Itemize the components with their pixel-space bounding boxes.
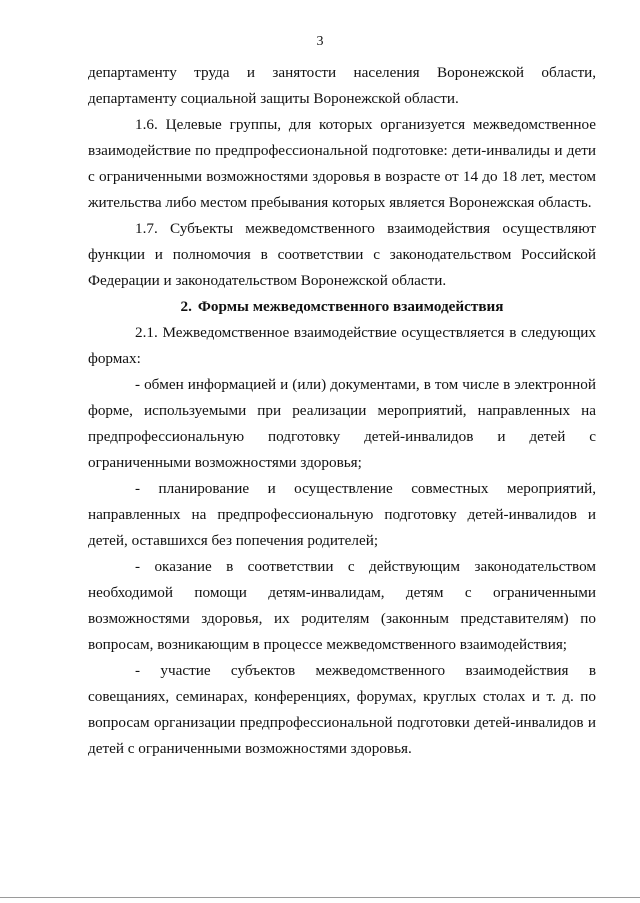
document-body bbox=[88, 60, 596, 762]
page-number: 3 bbox=[316, 34, 324, 49]
paragraph-1-6: 1.6. Целевые группы, для которых организуется межведомственное взаимодействие по предпрофессиональной подготовке: дети-инвалиды и дети с ограниченными возможностями здоровья в возрасте от 14 до 18 лет, местом жительства либо местом пребывания которых является Воронежская область. bbox=[88, 116, 596, 211]
section-heading-title: Формы межведомственного взаимодействия bbox=[197, 298, 504, 315]
section-heading-number: 2. bbox=[180, 298, 192, 315]
page-bottom-edge bbox=[0, 897, 640, 898]
paragraph-2-1: 2.1. Межведомственное взаимодействие осуществляется в следующих формах: bbox=[88, 324, 596, 367]
list-item-participation: - участие субъектов межведомственного взаимодействия в совещаниях, семинарах, конференциях, форумах, круглых столах и т. д. по вопросам организации предпрофессиональной подготовки детей-инвалидов и детей с ограниченными возможностями здоровья. bbox=[88, 662, 596, 757]
list-item-information-exchange: - обмен информацией и (или) документами, в том числе в электронной форме, используемыми при реализации мероприятий, направленных на предпрофессиональную подготовку детей-инвалидов и детей с ограниченными возможностями здоровья; bbox=[88, 376, 596, 471]
list-item-assistance: - оказание в соответствии с действующим законодательством необходимой помощи детям-инвалидам, детям с ограниченными возможностями здоровья, их родителям (законным представителям) по вопросам, возникающим в процессе межведомственного взаимодействия; bbox=[88, 558, 596, 653]
section-heading bbox=[88, 294, 596, 320]
paragraph-1-7: 1.7. Субъекты межведомственного взаимодействия осуществляют функции и полномочия в соответствии с законодательством Российской Федерации и законодательством Воронежской области. bbox=[88, 220, 596, 289]
list-item-joint-planning: - планирование и осуществление совместных мероприятий, направленных на предпрофессиональную подготовку детей-инвалидов и детей, оставшихся без попечения родителей; bbox=[88, 480, 596, 549]
paragraph-continuation: департаменту труда и занятости населения Воронежской области, департаменту социальной защиты Воронежской области. bbox=[88, 64, 596, 107]
